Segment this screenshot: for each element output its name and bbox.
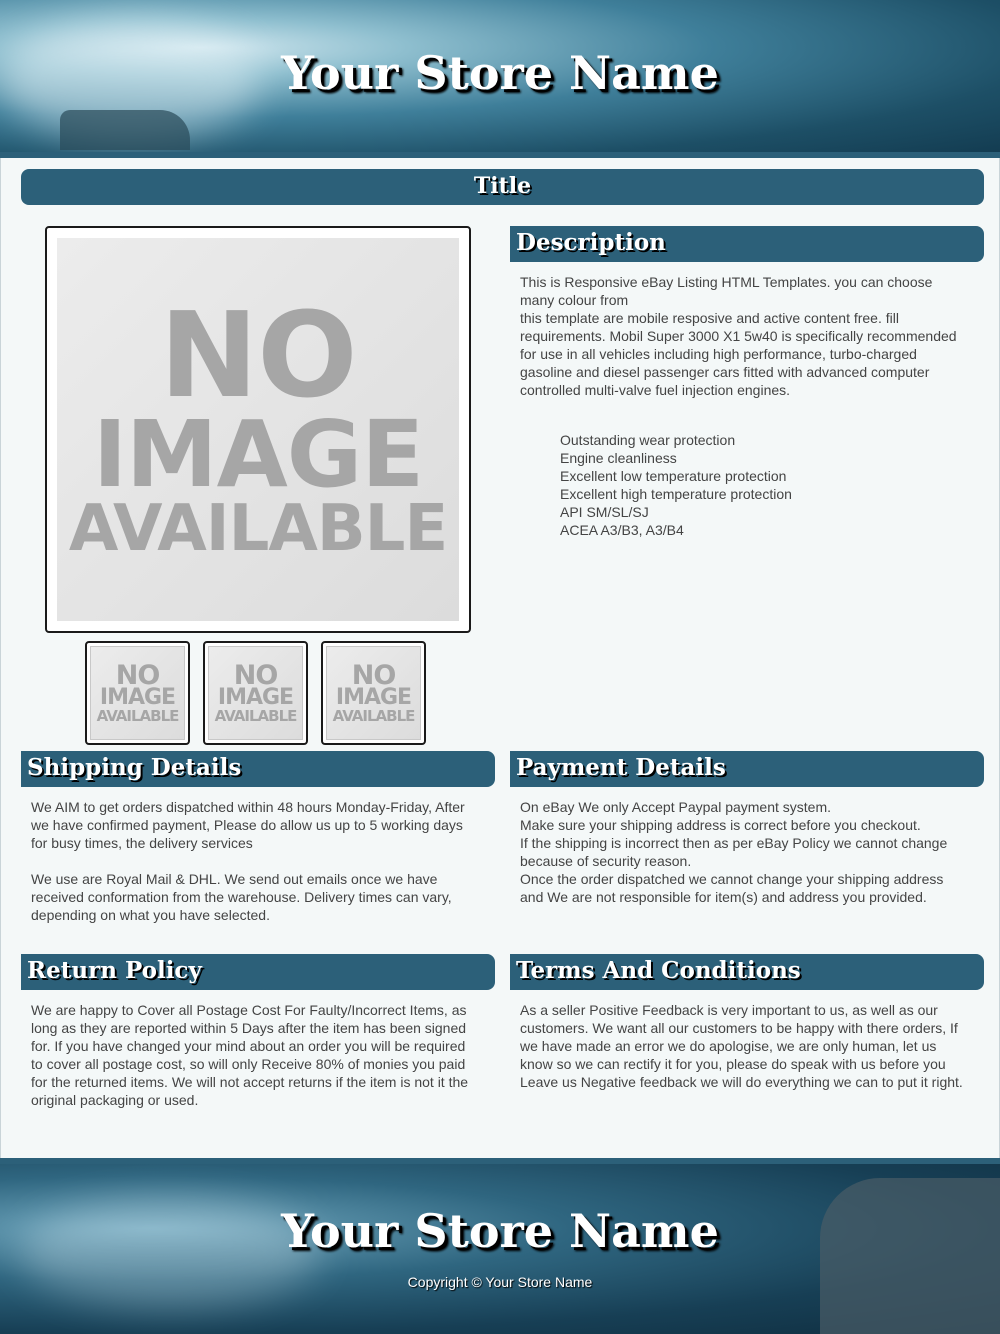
page-title: Title [21,169,984,205]
placeholder-text: NO [159,286,357,425]
header-banner [0,0,1000,158]
placeholder-text: AVAILABLE [68,491,448,566]
description-para-1: This is Responsive eBay Listing HTML Templates. you can choose many colour from [520,274,933,308]
terms-text [520,1001,970,1091]
shipping-para-2: We use are Royal Mail & DHL. We send out emails once we have received conformation from the warehouse. Delivery times can vary, depending on what you have selected. [31,871,452,923]
payment-line: Make sure your shipping address is correct before you checkout. [520,817,921,833]
placeholder-text: AVAILABLE [214,707,297,726]
list-item: Engine cleanliness [560,450,677,466]
placeholder-text: NO [351,659,396,691]
footer-banner [0,1158,1000,1334]
placeholder-text: IMAGE [92,401,424,509]
no-image-placeholder [326,646,421,740]
description-para-2: this template are mobile resposive and active content free. fill requirements. Mobil Super 3000 X1 5w40 is specifically recommended for use in all vehicles including high performance, turbo-charged gasoline and diesel passenger cars fitted with advanced computer controlled multi-valve fuel injection engines. [520,310,957,398]
copyright-text: Copyright © Your Store Name [407,1274,593,1290]
store-name-header: Your Store Name [281,46,719,100]
placeholder-text: AVAILABLE [332,707,415,726]
payment-line: If the shipping is incorrect then as per eBay Policy we cannot change because of security reason. [520,835,948,869]
return-policy-heading: Return Policy [21,954,495,990]
thumbnail-2[interactable] [203,641,308,745]
description-heading: Description [510,226,984,262]
thumbnail-3[interactable] [321,641,426,745]
no-image-placeholder [90,646,185,740]
shipping-heading: Shipping Details [21,751,495,787]
return-policy-para: We are happy to Cover all Postage Cost For Faulty/Incorrect Items, as long as they are reported within 5 Days after the item has been signed for. If you have changed your mind about an order you will be required to cover all postage cost, so will only Receive 80% of monies you paid for the returned items. We will not accept returns if the item is not it the original packaging or used. [31,1002,469,1108]
placeholder-text: NO [115,659,160,691]
list-item: Excellent low temperature protection [560,468,787,484]
banner-rock [60,110,190,150]
no-image-placeholder [57,238,459,621]
list-item: Outstanding wear protection [560,432,736,448]
placeholder-text: IMAGE [99,685,176,711]
feature-list [560,431,792,539]
list-item: ACEA A3/B3, A3/B4 [560,522,684,538]
shipping-text [31,798,476,924]
placeholder-text: IMAGE [217,685,294,711]
store-name-footer: Your Store Name [281,1204,719,1258]
list-item: API SM/SL/SJ [560,504,649,520]
description-text [520,273,970,399]
placeholder-text: AVAILABLE [96,707,179,726]
terms-heading: Terms And Conditions [510,954,984,990]
thumbnail-1[interactable] [85,641,190,745]
placeholder-text: NO [233,659,278,691]
placeholder-text: IMAGE [335,685,412,711]
list-item: Excellent high temperature protection [560,486,792,502]
payment-heading: Payment Details [510,751,984,787]
no-image-placeholder [208,646,303,740]
payment-line: Once the order dispatched we cannot change your shipping address and We are not responsible for item(s) and address you provided. [520,871,944,905]
shipping-para-1: We AIM to get orders dispatched within 48 hours Monday-Friday, After we have confirmed payment, Please do allow us up to 5 working days for busy times, the delivery services [31,799,465,851]
payment-line: On eBay We only Accept Paypal payment system. [520,799,832,815]
main-product-image[interactable] [45,226,471,633]
return-policy-text [31,1001,476,1109]
payment-text [520,798,965,906]
terms-para: As a seller Positive Feedback is very important to us, as well as our customers. We want all our customers to be happy with there orders, If we have made an error we do apologise, we are only human, let us know so we can rectify it for you, please do speak with us before you Leave us Negative feedback we will do everything we can to put it right. [520,1002,963,1090]
